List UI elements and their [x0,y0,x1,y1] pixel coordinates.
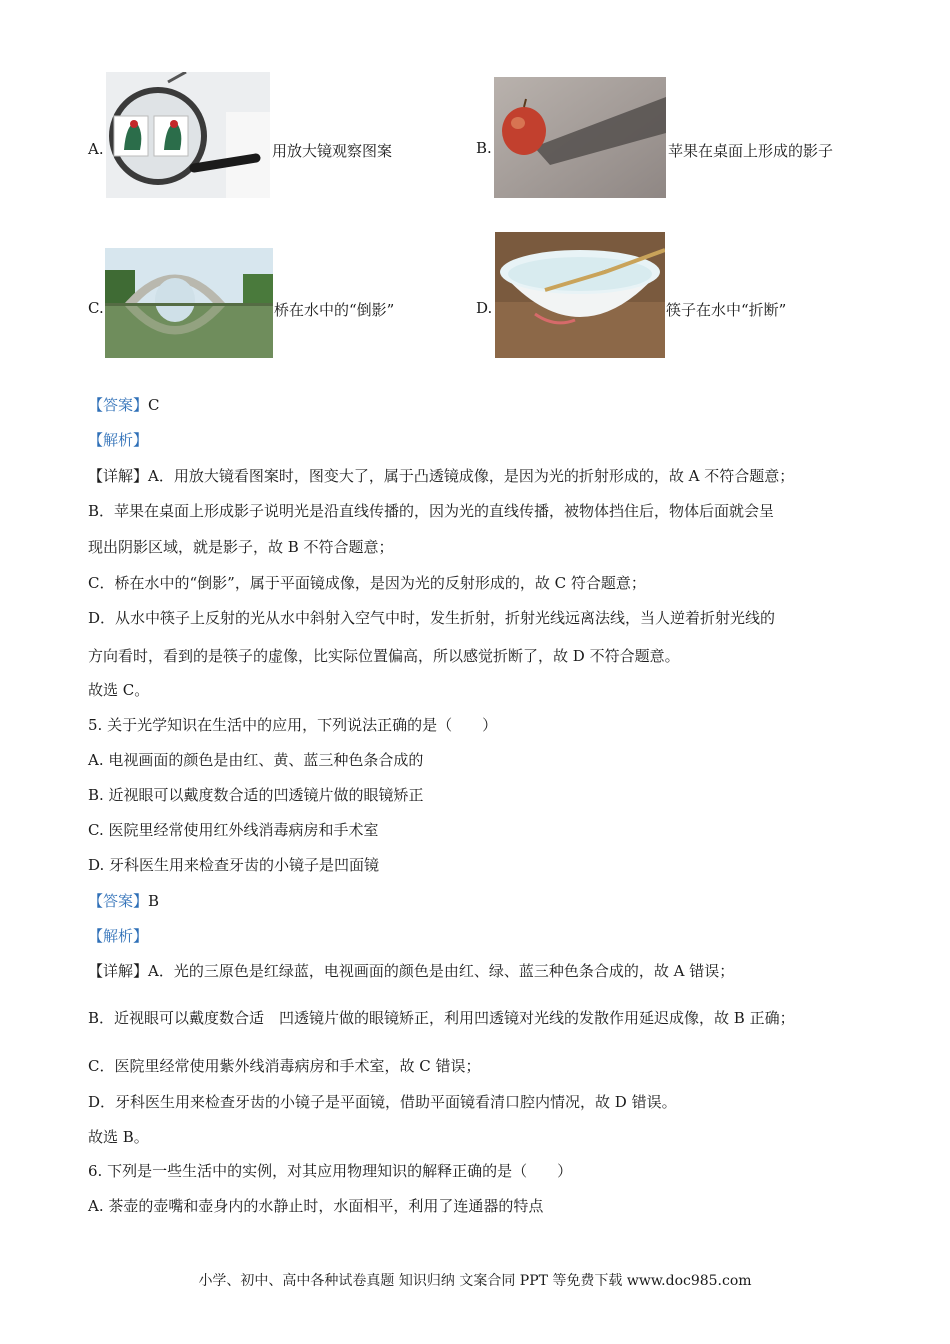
q4-detail-line: C．桥在水中的“倒影”，属于平面镜成像，是因为光的反射形成的，故 C 符合题意； [88,574,646,592]
q5-question: 5. 关于光学知识在生活中的应用，下列说法正确的是（ ） [88,716,498,734]
q6-option: A. 茶壶的壶嘴和壶身内的水静止时，水面相平，利用了连通器的特点 [88,1197,544,1215]
q5-option: A. 电视画面的颜色是由红、黄、蓝三种色条合成的 [88,751,424,769]
answer-tag: 【答案】 [88,396,149,414]
apple-shadow-image [494,77,666,198]
q4-answer: C [148,396,160,414]
q5-answer: B [148,892,160,910]
q5-detail-line [88,961,734,981]
q4-detail-line: B．苹果在桌面上形成影子说明光是沿直线传播的，因为光的直线传播，被物体挡住后，物体后面就会呈 [88,502,775,520]
answer-tag: 【答案】 [88,892,149,910]
q5-conclusion: 故选 B。 [88,1128,149,1146]
q4-detail-line: 方向看时，看到的是筷子的虚像，比实际位置偏高，所以感觉折断了，故 D 不符合题意。 [88,647,680,665]
q4-detail-line: D．从水中筷子上反射的光从水中斜射入空气中时，发生折射，折射光线远离法线，当人逆着折射光线的 [88,609,776,627]
q4-analysis-row [88,430,148,450]
q4-detail-line [88,466,794,486]
q4-conclusion: 故选 C。 [88,681,150,699]
q5-option: C. 医院里经常使用红外线消毒病房和手术室 [88,821,379,839]
option-d-letter: D. [476,299,493,317]
q4-answer-row [88,395,160,415]
analysis-tag: 【解析】 [88,431,149,449]
q5-detail-line: D．牙科医生用来检查牙齿的小镜子是平面镜，借助平面镜看清口腔内情况，故 D 错误。 [88,1093,677,1111]
option-a-letter: A. [88,140,104,158]
q5-detail-text: A．光的三原色是红绿蓝，电视画面的颜色是由红、绿、蓝三种色条合成的，故 A 错误； [148,962,735,980]
q5-detail-line: C．医院里经常使用紫外线消毒病房和手术室，故 C 错误； [88,1057,481,1075]
option-d-caption: 筷子在水中“折断” [666,301,787,319]
option-b-letter: B. [476,139,492,157]
page-footer: 小学、初中、高中各种试卷真题 知识归纳 文案合同 PPT 等免费下载 www.doc985.com [198,1273,752,1289]
chopstick-bowl-image [495,232,665,358]
q4-detail-line: 现出阴影区域，就是影子，故 B 不符合题意； [88,538,394,556]
q6-question: 6. 下列是一些生活中的实例，对其应用物理知识的解释正确的是（ ） [88,1162,573,1180]
option-c-letter: C. [88,299,104,317]
bridge-reflection-image [105,248,273,358]
magnifier-image [106,72,270,198]
q5-option: B. 近视眼可以戴度数合适的凹透镜片做的眼镜矫正 [88,786,424,804]
option-c-caption: 桥在水中的“倒影” [274,301,395,319]
q5-option: D. 牙科医生用来检查牙齿的小镜子是凹面镜 [88,856,380,874]
q4-detail-text: A．用放大镜看图案时，图变大了，属于凸透镜成像，是因为光的折射形成的，故 A 不符合题意； [148,467,795,485]
detail-tag: 【详解】 [88,467,149,485]
q5-answer-row [88,891,159,911]
analysis-tag: 【解析】 [88,927,149,945]
option-a-caption: 用放大镜观察图案 [272,142,393,160]
detail-tag: 【详解】 [88,962,149,980]
option-b-caption: 苹果在桌面上形成的影子 [668,142,834,160]
q5-detail-line: B．近视眼可以戴度数合适 凹透镜片做的眼镜矫正，利用凹透镜对光线的发散作用延迟成像，故 B 正确； [88,1009,795,1027]
q5-analysis-row [88,926,148,946]
